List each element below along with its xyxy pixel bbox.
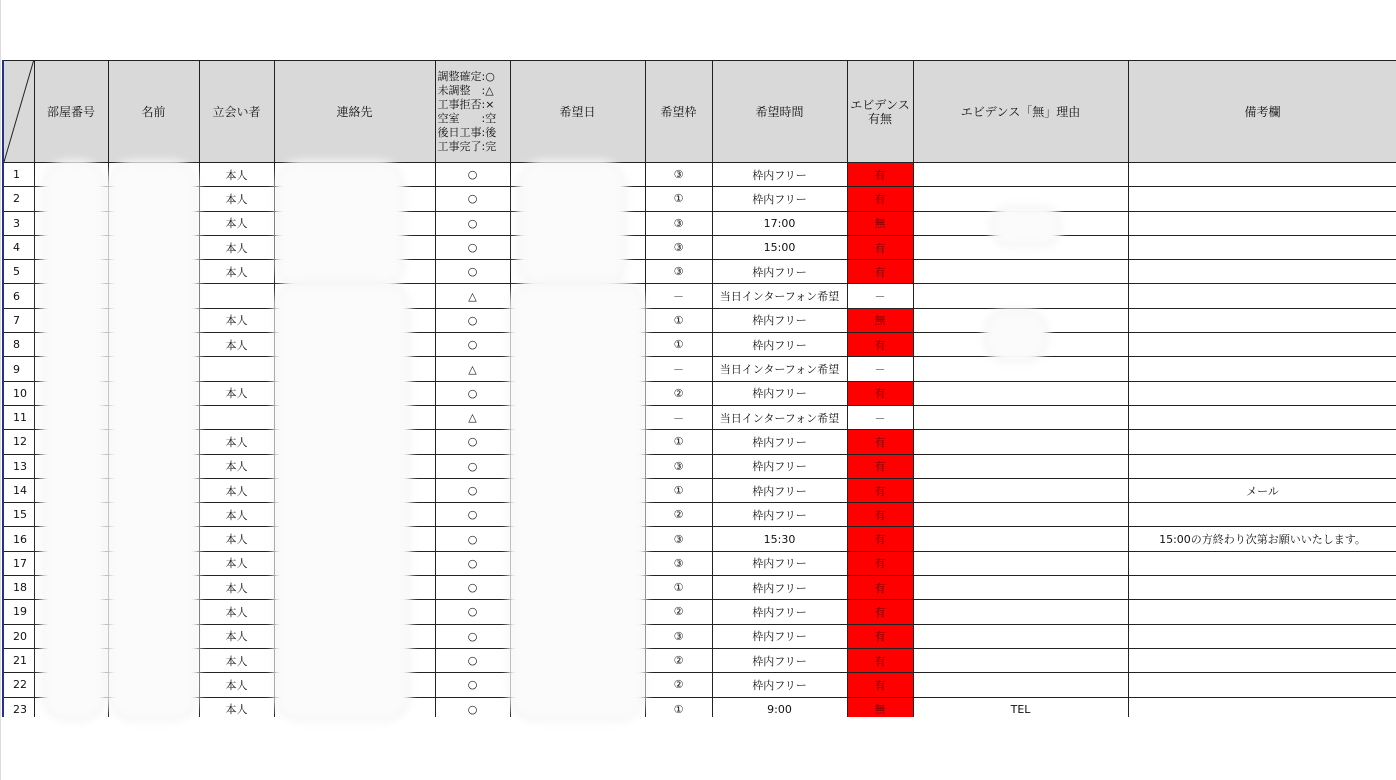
diagonal-line-icon [4, 61, 34, 162]
preferred-slot-cell[interactable]: ③ [645, 235, 712, 259]
table-row [3, 697, 1396, 717]
table-row [3, 576, 1396, 600]
evidence-reason-cell[interactable]: TEL [913, 697, 1128, 717]
header-room-number[interactable]: 部屋番号 [34, 61, 108, 163]
remarks-cell[interactable] [1128, 697, 1396, 717]
evidence-reason-cell[interactable] [913, 648, 1128, 672]
evidence-cell[interactable]: 有 [847, 163, 913, 187]
status-cell[interactable]: ○ [435, 648, 510, 672]
redaction-blur [522, 165, 622, 285]
remarks-cell[interactable] [1128, 163, 1396, 187]
header-contact[interactable]: 連絡先 [274, 61, 435, 163]
preferred-time-cell[interactable]: 9:00 [712, 697, 847, 717]
preferred-slot-cell[interactable]: ③ [645, 163, 712, 187]
evidence-cell[interactable]: 有 [847, 648, 913, 672]
window-edge [0, 0, 1, 780]
evidence-cell[interactable]: 有 [847, 551, 913, 575]
header-evidence-reason[interactable]: エビデンス「無」理由 [913, 61, 1128, 163]
attendee-cell[interactable]: 本人 [199, 260, 274, 284]
preferred-time-cell[interactable]: 枠内フリー [712, 673, 847, 697]
evidence-reason-cell[interactable] [913, 357, 1128, 381]
evidence-reason-cell[interactable] [913, 551, 1128, 575]
evidence-cell[interactable]: － [847, 357, 913, 381]
table-row [3, 308, 1396, 332]
status-cell[interactable]: ○ [435, 260, 510, 284]
evidence-reason-cell[interactable] [913, 624, 1128, 648]
evidence-cell[interactable]: 有 [847, 381, 913, 405]
preferred-slot-cell[interactable]: ② [645, 381, 712, 405]
status-cell[interactable]: ○ [435, 235, 510, 259]
preferred-slot-cell[interactable]: ③ [645, 624, 712, 648]
header-evidence[interactable] [847, 61, 913, 163]
evidence-cell[interactable]: 有 [847, 454, 913, 478]
evidence-reason-cell[interactable] [913, 430, 1128, 454]
attendee-cell[interactable]: 本人 [199, 211, 274, 235]
table-row [3, 430, 1396, 454]
header-preferred-slot[interactable]: 希望枠 [645, 61, 712, 163]
status-cell[interactable]: ○ [435, 673, 510, 697]
redaction-blur [513, 286, 641, 717]
remarks-cell[interactable] [1128, 284, 1396, 308]
preferred-slot-cell[interactable]: ③ [645, 551, 712, 575]
row-number-cell[interactable]: 16 [3, 527, 34, 551]
evidence-reason-cell[interactable] [913, 405, 1128, 429]
evidence-reason-cell[interactable] [913, 163, 1128, 187]
table-row [3, 527, 1396, 551]
preferred-slot-cell[interactable]: ① [645, 308, 712, 332]
preferred-slot-cell[interactable]: ③ [645, 260, 712, 284]
remarks-cell[interactable] [1128, 648, 1396, 672]
row-number-cell[interactable]: 1 [3, 163, 34, 187]
table-row [3, 478, 1396, 502]
status-cell[interactable]: ○ [435, 430, 510, 454]
attendee-cell[interactable]: 本人 [199, 600, 274, 624]
attendee-cell[interactable]: 本人 [199, 163, 274, 187]
table-row [3, 357, 1396, 381]
evidence-reason-cell[interactable] [913, 503, 1128, 527]
row-number-cell[interactable]: 5 [3, 260, 34, 284]
header-remarks[interactable]: 備考欄 [1128, 61, 1396, 163]
attendee-cell[interactable]: 本人 [199, 527, 274, 551]
evidence-cell[interactable]: 有 [847, 478, 913, 502]
spreadsheet-grid [2, 60, 1396, 717]
evidence-reason-cell[interactable] [913, 381, 1128, 405]
status-cell[interactable]: ○ [435, 163, 510, 187]
row-number-cell[interactable]: 10 [3, 381, 34, 405]
table-row [3, 405, 1396, 429]
preferred-slot-cell[interactable]: ① [645, 430, 712, 454]
row-number-cell[interactable]: 20 [3, 624, 34, 648]
remarks-cell[interactable] [1128, 333, 1396, 357]
preferred-slot-cell[interactable]: ② [645, 673, 712, 697]
row-number-cell[interactable]: 11 [3, 405, 34, 429]
status-cell[interactable]: ○ [435, 454, 510, 478]
evidence-reason-cell[interactable] [913, 187, 1128, 211]
preferred-time-cell[interactable]: 枠内フリー [712, 260, 847, 284]
row-number-cell[interactable]: 17 [3, 551, 34, 575]
table-row [3, 648, 1396, 672]
table-row [3, 187, 1396, 211]
redaction-blur [988, 313, 1044, 359]
row-number-cell[interactable]: 12 [3, 430, 34, 454]
table-row [3, 624, 1396, 648]
attendee-cell[interactable]: 本人 [199, 648, 274, 672]
preferred-time-cell[interactable]: 枠内フリー [712, 478, 847, 502]
evidence-cell[interactable]: 無 [847, 211, 913, 235]
remarks-cell[interactable] [1128, 673, 1396, 697]
table-row [3, 333, 1396, 357]
table-row [3, 551, 1396, 575]
status-cell[interactable]: ○ [435, 308, 510, 332]
preferred-time-cell[interactable]: 枠内フリー [712, 551, 847, 575]
remarks-cell[interactable] [1128, 381, 1396, 405]
evidence-cell[interactable]: 有 [847, 260, 913, 284]
status-cell[interactable]: ○ [435, 333, 510, 357]
attendee-cell[interactable]: 本人 [199, 673, 274, 697]
table-row [3, 381, 1396, 405]
evidence-reason-cell[interactable] [913, 260, 1128, 284]
status-cell[interactable]: ○ [435, 478, 510, 502]
redaction-blur [46, 165, 102, 717]
attendee-cell[interactable] [199, 405, 274, 429]
remarks-cell[interactable]: メール [1128, 478, 1396, 502]
attendee-cell[interactable]: 本人 [199, 697, 274, 717]
row-number-cell[interactable]: 22 [3, 673, 34, 697]
status-cell[interactable]: ○ [435, 187, 510, 211]
corner-cell[interactable] [3, 61, 34, 163]
preferred-time-cell[interactable]: 枠内フリー [712, 600, 847, 624]
remarks-cell[interactable] [1128, 503, 1396, 527]
evidence-cell[interactable]: 有 [847, 576, 913, 600]
row-number-cell[interactable]: 13 [3, 454, 34, 478]
preferred-time-cell[interactable]: 枠内フリー [712, 381, 847, 405]
preferred-time-cell[interactable]: 当日インターフォン希望 [712, 284, 847, 308]
status-cell[interactable]: ○ [435, 211, 510, 235]
row-number-cell[interactable]: 6 [3, 284, 34, 308]
attendee-cell[interactable]: 本人 [199, 624, 274, 648]
preferred-time-cell[interactable]: 枠内フリー [712, 576, 847, 600]
table-row [3, 211, 1396, 235]
row-number-cell[interactable]: 15 [3, 503, 34, 527]
row-number-cell[interactable]: 14 [3, 478, 34, 502]
preferred-time-cell[interactable]: 15:00 [712, 235, 847, 259]
attendee-cell[interactable]: 本人 [199, 478, 274, 502]
evidence-cell[interactable]: 有 [847, 333, 913, 357]
header-status-legend[interactable] [435, 61, 510, 163]
preferred-slot-cell[interactable]: ③ [645, 527, 712, 551]
preferred-slot-cell[interactable]: ② [645, 648, 712, 672]
schedule-table [2, 60, 1396, 717]
remarks-cell[interactable] [1128, 260, 1396, 284]
attendee-cell[interactable]: 本人 [199, 235, 274, 259]
status-cell[interactable]: ○ [435, 697, 510, 717]
evidence-cell[interactable]: 有 [847, 235, 913, 259]
evidence-cell[interactable]: 無 [847, 697, 913, 717]
attendee-cell[interactable]: 本人 [199, 381, 274, 405]
attendee-cell[interactable]: 本人 [199, 430, 274, 454]
status-cell[interactable]: △ [435, 284, 510, 308]
attendee-cell[interactable]: 本人 [199, 576, 274, 600]
row-number-cell[interactable]: 3 [3, 211, 34, 235]
evidence-reason-cell[interactable] [913, 454, 1128, 478]
preferred-slot-cell[interactable]: ① [645, 187, 712, 211]
preferred-slot-cell[interactable]: ① [645, 576, 712, 600]
table-body [3, 163, 1396, 718]
remarks-cell[interactable] [1128, 600, 1396, 624]
row-number-cell[interactable]: 8 [3, 333, 34, 357]
remarks-cell[interactable] [1128, 551, 1396, 575]
preferred-slot-cell[interactable]: ① [645, 697, 712, 717]
remarks-cell[interactable] [1128, 211, 1396, 235]
preferred-time-cell[interactable]: 枠内フリー [712, 648, 847, 672]
evidence-reason-cell[interactable] [913, 527, 1128, 551]
preferred-time-cell[interactable]: 枠内フリー [712, 430, 847, 454]
preferred-time-cell[interactable]: 枠内フリー [712, 503, 847, 527]
row-number-cell[interactable]: 23 [3, 697, 34, 717]
remarks-cell[interactable] [1128, 624, 1396, 648]
preferred-slot-cell[interactable]: ① [645, 333, 712, 357]
table-row [3, 260, 1396, 284]
preferred-time-cell[interactable]: 枠内フリー [712, 454, 847, 478]
evidence-reason-cell[interactable] [913, 478, 1128, 502]
row-number-cell[interactable]: 2 [3, 187, 34, 211]
evidence-cell[interactable]: 有 [847, 600, 913, 624]
table-row [3, 163, 1396, 187]
header-preferred-date[interactable]: 希望日 [510, 61, 645, 163]
evidence-cell[interactable]: 有 [847, 673, 913, 697]
preferred-time-cell[interactable]: 枠内フリー [712, 333, 847, 357]
attendee-cell[interactable]: 本人 [199, 454, 274, 478]
attendee-cell[interactable]: 本人 [199, 308, 274, 332]
row-number-cell[interactable]: 19 [3, 600, 34, 624]
redaction-blur [278, 286, 406, 717]
preferred-slot-cell[interactable]: － [645, 405, 712, 429]
status-cell[interactable]: ○ [435, 576, 510, 600]
preferred-time-cell[interactable]: 枠内フリー [712, 308, 847, 332]
remarks-cell[interactable]: 15:00の方終わり次第お願いいたします。 [1128, 527, 1396, 551]
preferred-slot-cell[interactable]: ① [645, 478, 712, 502]
status-cell[interactable]: △ [435, 357, 510, 381]
status-cell[interactable]: ○ [435, 551, 510, 575]
remarks-cell[interactable] [1128, 405, 1396, 429]
header-preferred-time[interactable]: 希望時間 [712, 61, 847, 163]
preferred-slot-cell[interactable]: ③ [645, 454, 712, 478]
preferred-slot-cell[interactable]: － [645, 357, 712, 381]
row-number-cell[interactable]: 7 [3, 308, 34, 332]
row-number-cell[interactable]: 4 [3, 235, 34, 259]
legend-line: 未調整 :△ [437, 83, 494, 97]
table-row [3, 503, 1396, 527]
evidence-cell[interactable]: 有 [847, 527, 913, 551]
redaction-blur [994, 209, 1058, 243]
table-row [3, 235, 1396, 259]
status-cell[interactable]: ○ [435, 600, 510, 624]
preferred-time-cell[interactable]: 15:30 [712, 527, 847, 551]
row-number-cell[interactable]: 9 [3, 357, 34, 381]
evidence-cell[interactable]: 有 [847, 624, 913, 648]
attendee-cell[interactable]: 本人 [199, 187, 274, 211]
attendee-cell[interactable] [199, 284, 274, 308]
preferred-time-cell[interactable]: 当日インターフォン希望 [712, 357, 847, 381]
legend-line: 工事拒否:× [437, 97, 495, 111]
header-evidence-line: 有無 [867, 111, 892, 126]
legend-line: 空室 :空 [437, 111, 497, 125]
preferred-time-cell[interactable]: 枠内フリー [712, 163, 847, 187]
preferred-slot-cell[interactable]: － [645, 284, 712, 308]
evidence-cell[interactable]: 無 [847, 308, 913, 332]
remarks-cell[interactable] [1128, 308, 1396, 332]
row-number-cell[interactable]: 21 [3, 648, 34, 672]
evidence-reason-cell[interactable] [913, 600, 1128, 624]
attendee-cell[interactable] [199, 357, 274, 381]
preferred-time-cell[interactable]: 当日インターフォン希望 [712, 405, 847, 429]
table-row [3, 284, 1396, 308]
row-number-cell[interactable]: 18 [3, 576, 34, 600]
attendee-cell[interactable]: 本人 [199, 551, 274, 575]
table-row [3, 454, 1396, 478]
attendee-cell[interactable]: 本人 [199, 503, 274, 527]
table-row [3, 600, 1396, 624]
table-row [3, 673, 1396, 697]
preferred-slot-cell[interactable]: ② [645, 600, 712, 624]
evidence-reason-cell[interactable] [913, 673, 1128, 697]
status-cell[interactable]: ○ [435, 624, 510, 648]
preferred-time-cell[interactable]: 17:00 [712, 211, 847, 235]
preferred-time-cell[interactable]: 枠内フリー [712, 187, 847, 211]
status-cell[interactable]: ○ [435, 527, 510, 551]
preferred-time-cell[interactable]: 枠内フリー [712, 624, 847, 648]
evidence-cell[interactable]: 有 [847, 430, 913, 454]
attendee-cell[interactable]: 本人 [199, 333, 274, 357]
legend-line: 後日工事:後 [437, 125, 497, 139]
legend-line: 工事完了:完 [437, 139, 497, 153]
evidence-cell[interactable]: － [847, 284, 913, 308]
preferred-slot-cell[interactable]: ② [645, 503, 712, 527]
evidence-cell[interactable]: － [847, 405, 913, 429]
redaction-blur [280, 165, 400, 285]
remarks-cell[interactable] [1128, 235, 1396, 259]
evidence-cell[interactable]: 有 [847, 503, 913, 527]
evidence-reason-cell[interactable] [913, 284, 1128, 308]
status-cell[interactable]: ○ [435, 503, 510, 527]
header-name[interactable]: 名前 [108, 61, 199, 163]
remarks-cell[interactable] [1128, 187, 1396, 211]
remarks-cell[interactable] [1128, 576, 1396, 600]
remarks-cell[interactable] [1128, 430, 1396, 454]
evidence-reason-cell[interactable] [913, 576, 1128, 600]
remarks-cell[interactable] [1128, 357, 1396, 381]
header-row [3, 61, 1396, 163]
status-cell[interactable]: △ [435, 405, 510, 429]
header-attendee[interactable]: 立会い者 [199, 61, 274, 163]
preferred-slot-cell[interactable]: ③ [645, 211, 712, 235]
remarks-cell[interactable] [1128, 454, 1396, 478]
legend-line: 調整確定:○ [437, 69, 495, 83]
evidence-cell[interactable]: 有 [847, 187, 913, 211]
status-cell[interactable]: ○ [435, 381, 510, 405]
header-evidence-line: エビデンス [850, 97, 910, 112]
redaction-blur [112, 165, 194, 717]
